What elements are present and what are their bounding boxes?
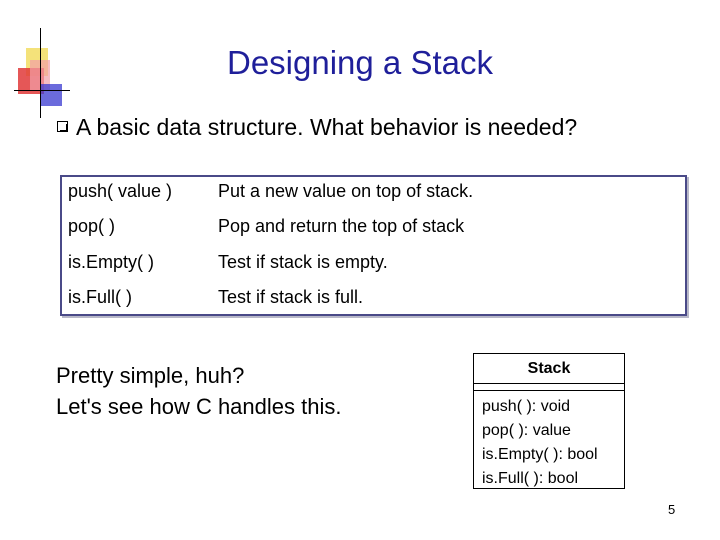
decor-blue-square <box>40 84 62 106</box>
page-number: 5 <box>668 502 676 517</box>
summary-text <box>56 360 341 422</box>
decor-vertical-line <box>40 28 41 118</box>
uml-methods-compartment <box>474 391 624 491</box>
uml-attributes-compartment <box>474 384 624 391</box>
uml-method: pop( ): value <box>482 422 571 439</box>
uml-method: push( ): void <box>482 398 571 415</box>
uml-class-name: Stack <box>474 354 624 384</box>
operation-signature: push( value ) <box>68 181 173 201</box>
operation-description: Pop and return the top of stack <box>218 216 465 236</box>
decor-horizontal-line <box>14 90 70 91</box>
operation-description: Test if stack is full. <box>218 287 364 307</box>
operation-description: Put a new value on top of stack. <box>218 181 474 201</box>
uml-method: is.Full( ): bool <box>482 470 579 487</box>
checkbox-bullet-icon <box>57 121 68 132</box>
uml-class-box <box>473 353 625 489</box>
bullet-point <box>57 114 577 141</box>
operation-description: Test if stack is empty. <box>218 252 388 272</box>
summary-line: Let's see how C handles this. <box>56 394 342 419</box>
bullet-text: A basic data structure. What behavior is needed? <box>76 114 578 140</box>
operation-signature: is.Empty( ) <box>68 252 155 272</box>
slide-title: Designing a Stack <box>227 44 493 81</box>
summary-line: Pretty simple, huh? <box>56 363 245 388</box>
operation-signature: is.Full( ) <box>68 287 132 307</box>
operation-signature: pop( ) <box>68 216 116 236</box>
uml-method: is.Empty( ): bool <box>482 446 598 463</box>
operations-table <box>60 175 687 316</box>
